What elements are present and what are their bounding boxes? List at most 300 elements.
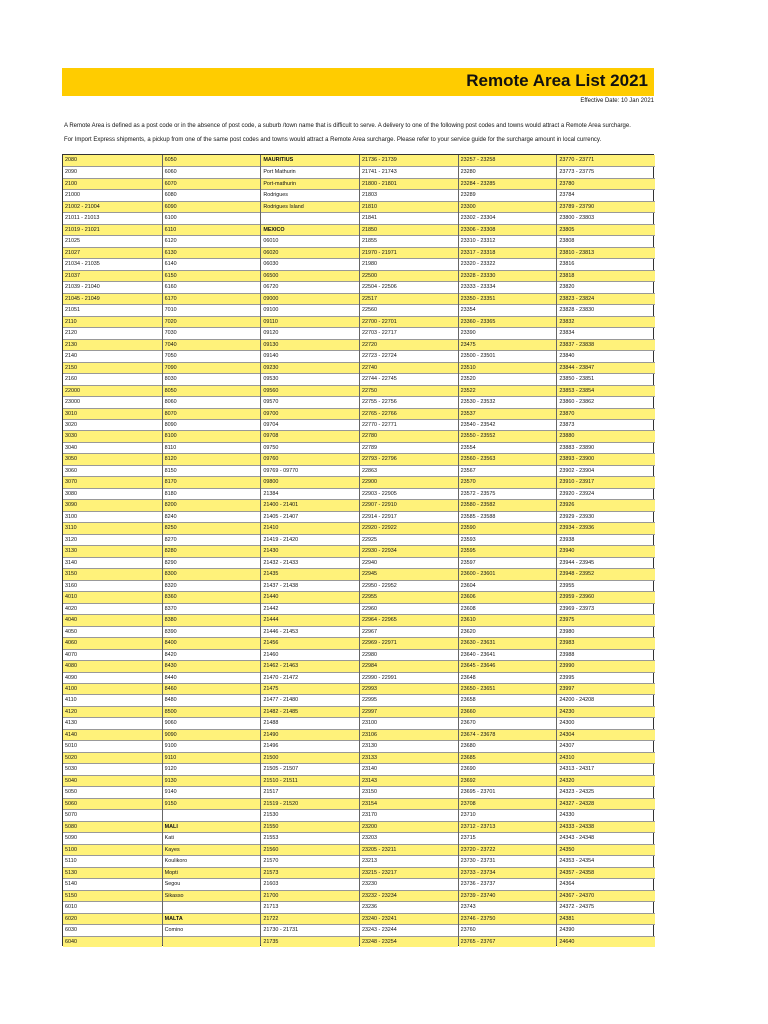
table-cell: 23873 bbox=[557, 419, 655, 430]
table-cell: 22703 - 22717 bbox=[360, 327, 458, 338]
table-cell: 21482 - 21485 bbox=[261, 706, 359, 717]
table-cell: Segou bbox=[163, 878, 261, 889]
table-cell: 8100 bbox=[163, 430, 261, 441]
table-cell: 5130 bbox=[63, 867, 162, 878]
table-cell: 23870 bbox=[557, 408, 655, 419]
table-cell: 23789 - 23790 bbox=[557, 201, 655, 212]
table-cell: 09000 bbox=[261, 293, 359, 304]
table-cell: 22700 - 22701 bbox=[360, 316, 458, 327]
table-cell: 8460 bbox=[163, 683, 261, 694]
table-cell: 23280 bbox=[459, 166, 557, 177]
table-cell: 4080 bbox=[63, 660, 162, 671]
table-cell: 23590 bbox=[459, 522, 557, 533]
table-cell: 23969 - 23973 bbox=[557, 603, 655, 614]
table-cell: Mopti bbox=[163, 867, 261, 878]
table-cell: 22980 bbox=[360, 649, 458, 660]
table-cell: 22930 - 22934 bbox=[360, 545, 458, 556]
table-cell: 22903 - 22905 bbox=[360, 488, 458, 499]
table-cell: 8480 bbox=[163, 694, 261, 705]
table-cell: 23685 bbox=[459, 752, 557, 763]
table-column-1 bbox=[63, 155, 162, 945]
table-cell: 23630 - 23631 bbox=[459, 637, 557, 648]
table-cell: 9140 bbox=[163, 786, 261, 797]
table-cell: 23354 bbox=[459, 304, 557, 315]
table-cell: 22960 bbox=[360, 603, 458, 614]
table-cell: 24327 - 24328 bbox=[557, 798, 655, 809]
table-cell: 8400 bbox=[163, 637, 261, 648]
table-cell: 8060 bbox=[163, 396, 261, 407]
table-cell: 23770 - 23771 bbox=[557, 155, 655, 166]
table-cell: 21440 bbox=[261, 591, 359, 602]
table-cell: 7090 bbox=[163, 362, 261, 373]
table-cell: 6160 bbox=[163, 281, 261, 292]
table-cell: 6100 bbox=[163, 212, 261, 223]
table-cell: 21475 bbox=[261, 683, 359, 694]
table-cell: 22789 bbox=[360, 442, 458, 453]
table-cell: 21039 - 21040 bbox=[63, 281, 162, 292]
table-cell: Port Mathurin bbox=[261, 166, 359, 177]
table-cell bbox=[163, 809, 261, 820]
table-cell: 2090 bbox=[63, 166, 162, 177]
table-cell: 21460 bbox=[261, 649, 359, 660]
table-cell: 2140 bbox=[63, 350, 162, 361]
table-column-2 bbox=[162, 155, 261, 945]
table-cell: 23510 bbox=[459, 362, 557, 373]
table-cell: 23540 - 23542 bbox=[459, 419, 557, 430]
table-cell: 23823 - 23824 bbox=[557, 293, 655, 304]
table-cell: 09130 bbox=[261, 339, 359, 350]
table-cell: 3070 bbox=[63, 476, 162, 487]
table-cell: 6150 bbox=[163, 270, 261, 281]
table-cell: 23934 - 23936 bbox=[557, 522, 655, 533]
table-cell: 23880 bbox=[557, 430, 655, 441]
table-column-4 bbox=[359, 155, 458, 945]
table-cell: 23170 bbox=[360, 809, 458, 820]
table-cell: 23816 bbox=[557, 258, 655, 269]
table-cell: 21037 bbox=[63, 270, 162, 281]
table-cell: 21002 - 21004 bbox=[63, 201, 162, 212]
table-cell: Port-mathurin bbox=[261, 178, 359, 189]
table-cell: 22967 bbox=[360, 626, 458, 637]
page-title: Remote Area List 2021 bbox=[466, 71, 648, 90]
table-cell: 5020 bbox=[63, 752, 162, 763]
table-cell: 23243 - 23244 bbox=[360, 924, 458, 935]
table-cell: 09570 bbox=[261, 396, 359, 407]
table-cell: 23990 bbox=[557, 660, 655, 671]
table-cell: 23746 - 23750 bbox=[459, 913, 557, 924]
intro-line-1: A Remote Area is defined as a post code or in the absence of post code, a suburb /town name that is difficult to serve. A delivery to one of the following post codes and towns would attract a Remote Area surcharge. bbox=[64, 123, 631, 129]
table-cell: MALTA bbox=[163, 913, 261, 924]
table-cell: 2160 bbox=[63, 373, 162, 384]
table-cell: 09110 bbox=[261, 316, 359, 327]
table-cell: 23840 bbox=[557, 350, 655, 361]
table-cell: 5140 bbox=[63, 878, 162, 889]
table-cell: 6040 bbox=[63, 936, 162, 947]
table-cell: 23230 bbox=[360, 878, 458, 889]
table-cell: 23860 - 23862 bbox=[557, 396, 655, 407]
table-cell: 21850 bbox=[360, 224, 458, 235]
table-cell: 6120 bbox=[163, 235, 261, 246]
table-cell: 23475 bbox=[459, 339, 557, 350]
table-cell: 21019 - 21021 bbox=[63, 224, 162, 235]
table-cell: 21470 - 21472 bbox=[261, 672, 359, 683]
table-cell: 21400 - 21401 bbox=[261, 499, 359, 510]
table-cell: 22984 bbox=[360, 660, 458, 671]
table-cell: 4040 bbox=[63, 614, 162, 625]
table-cell: 23567 bbox=[459, 465, 557, 476]
table-cell: 23648 bbox=[459, 672, 557, 683]
table-cell: 23133 bbox=[360, 752, 458, 763]
table-cell: Koulikoro bbox=[163, 855, 261, 866]
table-cell: 09704 bbox=[261, 419, 359, 430]
table-cell: 9150 bbox=[163, 798, 261, 809]
table-cell: 8380 bbox=[163, 614, 261, 625]
table-cell: MALI bbox=[163, 821, 261, 832]
table-cell: 23106 bbox=[360, 729, 458, 740]
table-cell: 8240 bbox=[163, 511, 261, 522]
table-cell: 21011 - 21013 bbox=[63, 212, 162, 223]
table-cell: 3090 bbox=[63, 499, 162, 510]
table-cell: 23390 bbox=[459, 327, 557, 338]
table-cell: 21410 bbox=[261, 522, 359, 533]
table-cell: 2150 bbox=[63, 362, 162, 373]
table-cell: 7050 bbox=[163, 350, 261, 361]
table-cell: 06500 bbox=[261, 270, 359, 281]
table-cell: 7040 bbox=[163, 339, 261, 350]
table-cell: 6090 bbox=[163, 201, 261, 212]
table-cell: 23670 bbox=[459, 717, 557, 728]
table-cell: 23257 - 23258 bbox=[459, 155, 557, 166]
table-cell: 21970 - 21971 bbox=[360, 247, 458, 258]
table-cell: 3120 bbox=[63, 534, 162, 545]
table-cell: 24381 bbox=[557, 913, 655, 924]
table-cell: 24310 bbox=[557, 752, 655, 763]
table-cell: 2080 bbox=[63, 155, 162, 166]
table-cell: 23810 - 23813 bbox=[557, 247, 655, 258]
table-cell: 2120 bbox=[63, 327, 162, 338]
table-cell: 3130 bbox=[63, 545, 162, 556]
table-cell: Kayes bbox=[163, 844, 261, 855]
table-cell: 23980 bbox=[557, 626, 655, 637]
table-cell: 6130 bbox=[163, 247, 261, 258]
table-cell: 5060 bbox=[63, 798, 162, 809]
table-cell: 24343 - 24348 bbox=[557, 832, 655, 843]
table-cell: 9060 bbox=[163, 717, 261, 728]
table-cell: 7030 bbox=[163, 327, 261, 338]
table-cell: 21841 bbox=[360, 212, 458, 223]
table-cell: 06720 bbox=[261, 281, 359, 292]
table-cell: 24313 - 24317 bbox=[557, 763, 655, 774]
table-cell: 23640 - 23641 bbox=[459, 649, 557, 660]
table-cell: 09560 bbox=[261, 385, 359, 396]
table-cell: 21803 bbox=[360, 189, 458, 200]
table-cell: 24357 - 24358 bbox=[557, 867, 655, 878]
table-cell: MEXICO bbox=[261, 224, 359, 235]
table-cell: 5030 bbox=[63, 763, 162, 774]
table-cell: 21462 - 21463 bbox=[261, 660, 359, 671]
table-cell: 22517 bbox=[360, 293, 458, 304]
table-cell: 4070 bbox=[63, 649, 162, 660]
table-cell: 5070 bbox=[63, 809, 162, 820]
table-cell: 23300 bbox=[459, 201, 557, 212]
table-cell: 23205 - 23211 bbox=[360, 844, 458, 855]
table-cell: 21800 - 21801 bbox=[360, 178, 458, 189]
effective-date: Effective Date: 10 Jan 2021 bbox=[580, 98, 654, 104]
table-cell: 21384 bbox=[261, 488, 359, 499]
table-cell: 5090 bbox=[63, 832, 162, 843]
table-cell: 23995 bbox=[557, 672, 655, 683]
table-cell: 21553 bbox=[261, 832, 359, 843]
table-cell: 23805 bbox=[557, 224, 655, 235]
table-cell: 21435 bbox=[261, 568, 359, 579]
table-cell: 4050 bbox=[63, 626, 162, 637]
table-cell: 8280 bbox=[163, 545, 261, 556]
table-cell: 21603 bbox=[261, 878, 359, 889]
table-cell: 24390 bbox=[557, 924, 655, 935]
table-cell: 21741 - 21743 bbox=[360, 166, 458, 177]
table-cell: 21488 bbox=[261, 717, 359, 728]
table-cell: 22720 bbox=[360, 339, 458, 350]
table-cell: 9130 bbox=[163, 775, 261, 786]
table-cell: Rodrigues bbox=[261, 189, 359, 200]
table-cell: 22744 - 22745 bbox=[360, 373, 458, 384]
table-cell: 6010 bbox=[63, 901, 162, 912]
table-cell: 23800 - 23803 bbox=[557, 212, 655, 223]
table-cell: 23595 bbox=[459, 545, 557, 556]
table-cell: 21025 bbox=[63, 235, 162, 246]
table-cell: 22900 bbox=[360, 476, 458, 487]
table-cell: 3020 bbox=[63, 419, 162, 430]
table-cell: 21570 bbox=[261, 855, 359, 866]
table-cell: 21045 - 21049 bbox=[63, 293, 162, 304]
table-cell: 22995 bbox=[360, 694, 458, 705]
table-cell: 21477 - 21480 bbox=[261, 694, 359, 705]
table-cell: 3030 bbox=[63, 430, 162, 441]
table-cell: 23200 bbox=[360, 821, 458, 832]
table-cell: 5010 bbox=[63, 740, 162, 751]
table-cell: 23850 - 23851 bbox=[557, 373, 655, 384]
table-cell: 5110 bbox=[63, 855, 162, 866]
table-cell: 21027 bbox=[63, 247, 162, 258]
table-cell: 3100 bbox=[63, 511, 162, 522]
table-cell: 6020 bbox=[63, 913, 162, 924]
table-cell: 24364 bbox=[557, 878, 655, 889]
table-cell: 23828 - 23830 bbox=[557, 304, 655, 315]
table-cell: 22990 - 22991 bbox=[360, 672, 458, 683]
table-cell: 23820 bbox=[557, 281, 655, 292]
table-cell: 23983 bbox=[557, 637, 655, 648]
table-cell: 23143 bbox=[360, 775, 458, 786]
table-cell: 23320 - 23322 bbox=[459, 258, 557, 269]
table-cell: 21700 bbox=[261, 890, 359, 901]
table-cell: 4010 bbox=[63, 591, 162, 602]
table-cell: 3150 bbox=[63, 568, 162, 579]
table-cell: 3050 bbox=[63, 453, 162, 464]
table-cell: 8070 bbox=[163, 408, 261, 419]
table-cell: 21517 bbox=[261, 786, 359, 797]
table-cell: Kati bbox=[163, 832, 261, 843]
table-column-6 bbox=[556, 155, 655, 945]
table-cell: 21550 bbox=[261, 821, 359, 832]
table-cell: 8180 bbox=[163, 488, 261, 499]
table-cell: 23360 - 23365 bbox=[459, 316, 557, 327]
table-cell: 21432 - 21433 bbox=[261, 557, 359, 568]
table-cell: 23844 - 23847 bbox=[557, 362, 655, 373]
table-cell: 23674 - 23678 bbox=[459, 729, 557, 740]
table-cell: 23645 - 23646 bbox=[459, 660, 557, 671]
table-cell: 23883 - 23890 bbox=[557, 442, 655, 453]
table-cell: 21430 bbox=[261, 545, 359, 556]
table-cell bbox=[261, 212, 359, 223]
table-cell: 5100 bbox=[63, 844, 162, 855]
table-cell: 23959 - 23960 bbox=[557, 591, 655, 602]
table-cell: Rodrigues Island bbox=[261, 201, 359, 212]
table-cell: 23302 - 23304 bbox=[459, 212, 557, 223]
table-cell: 8300 bbox=[163, 568, 261, 579]
table-cell bbox=[163, 901, 261, 912]
table-cell: 4110 bbox=[63, 694, 162, 705]
table-cell: 8170 bbox=[163, 476, 261, 487]
table-cell: 23620 bbox=[459, 626, 557, 637]
table-cell: 8430 bbox=[163, 660, 261, 671]
table-cell: 23955 bbox=[557, 580, 655, 591]
table-cell: 23215 - 23217 bbox=[360, 867, 458, 878]
table-cell: 4140 bbox=[63, 729, 162, 740]
table-cell: 23606 bbox=[459, 591, 557, 602]
table-cell: 4090 bbox=[63, 672, 162, 683]
table-cell: 21446 - 21453 bbox=[261, 626, 359, 637]
table-cell: 22755 - 22756 bbox=[360, 396, 458, 407]
table-cell: 8150 bbox=[163, 465, 261, 476]
table-cell: 24330 bbox=[557, 809, 655, 820]
table-cell: 23310 - 23312 bbox=[459, 235, 557, 246]
table-cell: 21560 bbox=[261, 844, 359, 855]
table-cell: 23289 bbox=[459, 189, 557, 200]
table-cell: 24300 bbox=[557, 717, 655, 728]
table-cell: 21855 bbox=[360, 235, 458, 246]
table-cell: 8120 bbox=[163, 453, 261, 464]
table-cell: 23213 bbox=[360, 855, 458, 866]
table-cell: 8290 bbox=[163, 557, 261, 568]
table-cell: 24307 bbox=[557, 740, 655, 751]
table-cell: 8500 bbox=[163, 706, 261, 717]
table-cell: 24333 - 24338 bbox=[557, 821, 655, 832]
table-cell: 22920 - 22922 bbox=[360, 522, 458, 533]
table-cell: 8440 bbox=[163, 672, 261, 683]
table-cell: 23733 - 23734 bbox=[459, 867, 557, 878]
table-cell: 23560 - 23563 bbox=[459, 453, 557, 464]
table-column-3 bbox=[260, 155, 359, 945]
table-cell: 22740 bbox=[360, 362, 458, 373]
table-cell: 23902 - 23904 bbox=[557, 465, 655, 476]
table-cell: 22964 - 22965 bbox=[360, 614, 458, 625]
table-cell: 23808 bbox=[557, 235, 655, 246]
table-cell: 23743 bbox=[459, 901, 557, 912]
table-cell: 3160 bbox=[63, 580, 162, 591]
table-cell: 22945 bbox=[360, 568, 458, 579]
table-cell: 09100 bbox=[261, 304, 359, 315]
intro-line-2: For Import Express shipments, a pickup from one of the same post codes and towns would attract a Remote Area surcharge. Please refer to your service guide for the surcharge amount in local currency. bbox=[64, 137, 602, 143]
table-cell: 9120 bbox=[163, 763, 261, 774]
table-cell: 23610 bbox=[459, 614, 557, 625]
table-cell: 09769 - 09770 bbox=[261, 465, 359, 476]
table-cell: 23530 - 23532 bbox=[459, 396, 557, 407]
table-cell: 23608 bbox=[459, 603, 557, 614]
table-cell: 23710 bbox=[459, 809, 557, 820]
table-cell: 23154 bbox=[360, 798, 458, 809]
table-cell: 23572 - 23575 bbox=[459, 488, 557, 499]
table-cell: 23597 bbox=[459, 557, 557, 568]
table-cell: 24372 - 24375 bbox=[557, 901, 655, 912]
table-cell: 23818 bbox=[557, 270, 655, 281]
table-cell: 23500 - 23501 bbox=[459, 350, 557, 361]
table-cell: 24230 bbox=[557, 706, 655, 717]
table-cell: 22940 bbox=[360, 557, 458, 568]
table-cell: 23554 bbox=[459, 442, 557, 453]
table-cell: 21722 bbox=[261, 913, 359, 924]
table-cell: 09530 bbox=[261, 373, 359, 384]
table-cell: 3010 bbox=[63, 408, 162, 419]
table-cell: 23650 - 23651 bbox=[459, 683, 557, 694]
table-cell: 6140 bbox=[163, 258, 261, 269]
table-cell: 22560 bbox=[360, 304, 458, 315]
table-cell: 22770 - 22771 bbox=[360, 419, 458, 430]
table-cell: 23837 - 23838 bbox=[557, 339, 655, 350]
table-cell: 24304 bbox=[557, 729, 655, 740]
table-cell: 9110 bbox=[163, 752, 261, 763]
table-cell: 23328 - 23330 bbox=[459, 270, 557, 281]
table-cell: 21051 bbox=[63, 304, 162, 315]
table-cell: 23585 - 23588 bbox=[459, 511, 557, 522]
table-cell: 23975 bbox=[557, 614, 655, 625]
table-cell bbox=[163, 936, 261, 947]
table-column-5 bbox=[458, 155, 557, 945]
table-cell: 23604 bbox=[459, 580, 557, 591]
table-cell: 5080 bbox=[63, 821, 162, 832]
table-cell: 3060 bbox=[63, 465, 162, 476]
table-cell: 6110 bbox=[163, 224, 261, 235]
table-cell: 23910 - 23917 bbox=[557, 476, 655, 487]
table-cell: 23600 - 23601 bbox=[459, 568, 557, 579]
table-cell: 23834 bbox=[557, 327, 655, 338]
table-cell: 21444 bbox=[261, 614, 359, 625]
table-cell: 2100 bbox=[63, 178, 162, 189]
table-cell: 21456 bbox=[261, 637, 359, 648]
table-cell: 23773 - 23775 bbox=[557, 166, 655, 177]
table-cell: 6170 bbox=[163, 293, 261, 304]
table-cell: 23522 bbox=[459, 385, 557, 396]
table-cell: 22907 - 22910 bbox=[360, 499, 458, 510]
table-cell: 23720 - 23722 bbox=[459, 844, 557, 855]
table-cell: 8200 bbox=[163, 499, 261, 510]
table-cell: 23550 - 23552 bbox=[459, 430, 557, 441]
table-cell: 23570 bbox=[459, 476, 557, 487]
table-cell: 23520 bbox=[459, 373, 557, 384]
table-cell: 24367 - 24370 bbox=[557, 890, 655, 901]
table-cell: 22793 - 22796 bbox=[360, 453, 458, 464]
table-cell: 23940 bbox=[557, 545, 655, 556]
table-cell: 23284 - 23285 bbox=[459, 178, 557, 189]
table-cell: 3080 bbox=[63, 488, 162, 499]
table-cell: 24320 bbox=[557, 775, 655, 786]
table-cell: Comino bbox=[163, 924, 261, 935]
table-cell: 21735 bbox=[261, 936, 359, 947]
table-cell: 23853 - 23854 bbox=[557, 385, 655, 396]
remote-area-table bbox=[62, 154, 654, 946]
table-cell: 4130 bbox=[63, 717, 162, 728]
table-cell: 22780 bbox=[360, 430, 458, 441]
table-cell: 23988 bbox=[557, 649, 655, 660]
